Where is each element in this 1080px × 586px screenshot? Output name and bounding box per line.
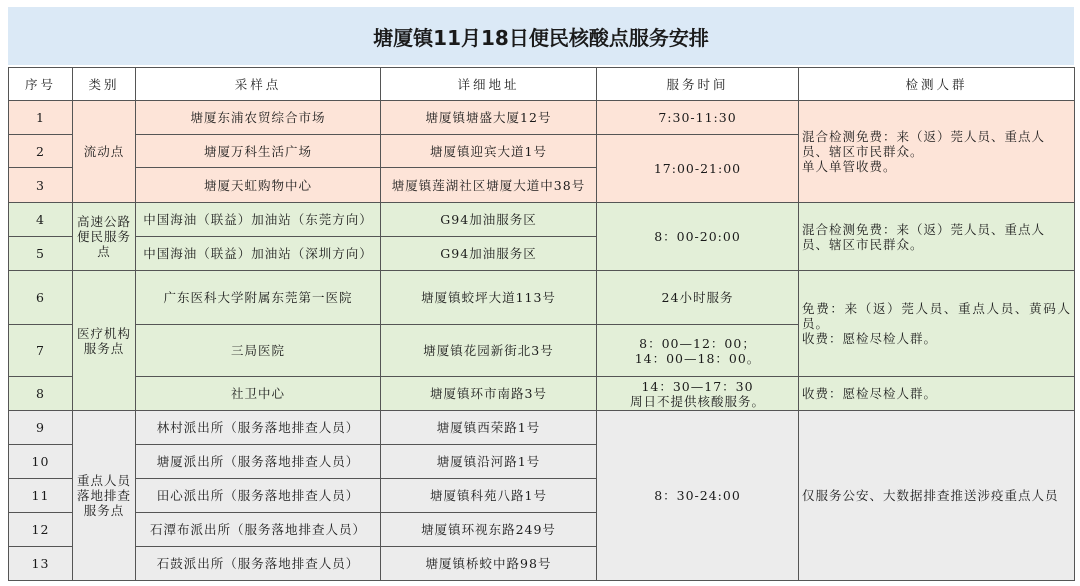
header-address: 详细地址	[381, 68, 597, 101]
header-no: 序号	[9, 68, 73, 101]
address-cell: 塘厦镇科苑八路1号	[381, 479, 597, 513]
crowd-cell: 收费：愿检尽检人群。	[799, 377, 1075, 411]
row-no: 7	[9, 325, 73, 377]
address-cell: 塘厦镇西荣路1号	[381, 411, 597, 445]
crowd-cell: 混合检测免费：来（返）莞人员、重点人员、辖区市民群众。	[799, 203, 1075, 271]
site-cell: 林村派出所（服务落地排查人员）	[136, 411, 381, 445]
time-cell: 8：30-24:00	[597, 411, 799, 581]
row-no: 8	[9, 377, 73, 411]
address-cell: 塘厦镇花园新街北3号	[381, 325, 597, 377]
header-crowd: 检测人群	[799, 68, 1075, 101]
site-cell: 中国海油（联益）加油站（深圳方向）	[136, 237, 381, 271]
address-cell: 塘厦镇塘盛大厦12号	[381, 101, 597, 135]
address-cell: 塘厦镇蛟坪大道113号	[381, 271, 597, 325]
site-cell: 石鼓派出所（服务落地排查人员）	[136, 547, 381, 581]
header-row	[9, 68, 1075, 101]
category-cell: 高速公路便民服务点	[73, 203, 136, 271]
site-cell: 社卫中心	[136, 377, 381, 411]
table-row	[9, 101, 1075, 135]
page-title: 塘厦镇11月18日便民核酸点服务安排	[8, 7, 1074, 65]
site-cell: 广东医科大学附属东莞第一医院	[136, 271, 381, 325]
address-cell: G94加油服务区	[381, 203, 597, 237]
row-no: 9	[9, 411, 73, 445]
row-no: 2	[9, 135, 73, 168]
crowd-cell: 免费：来（返）莞人员、重点人员、黄码人员。 收费：愿检尽检人群。	[799, 271, 1075, 377]
address-cell: 塘厦镇沿河路1号	[381, 445, 597, 479]
category-cell: 重点人员落地排查服务点	[73, 411, 136, 581]
time-cell: 8：00-20:00	[597, 203, 799, 271]
time-cell: 17:00-21:00	[597, 135, 799, 203]
crowd-cell: 混合检测免费：来（返）莞人员、重点人员、辖区市民群众。 单人单管收费。	[799, 101, 1075, 203]
row-no: 12	[9, 513, 73, 547]
address-cell: 塘厦镇迎宾大道1号	[381, 135, 597, 168]
crowd-cell: 仅服务公安、大数据排查推送涉疫重点人员	[799, 411, 1075, 581]
site-cell: 塘厦天虹购物中心	[136, 168, 381, 203]
table-row	[9, 271, 1075, 325]
header-category: 类别	[73, 68, 136, 101]
table-row	[9, 377, 1075, 411]
time-cell: 14：30—17：30 周日不提供核酸服务。	[597, 377, 799, 411]
site-cell: 田心派出所（服务落地排查人员）	[136, 479, 381, 513]
address-cell: 塘厦镇莲湖社区塘厦大道中38号	[381, 168, 597, 203]
site-cell: 石潭布派出所（服务落地排查人员）	[136, 513, 381, 547]
row-no: 1	[9, 101, 73, 135]
category-cell: 流动点	[73, 101, 136, 203]
row-no: 5	[9, 237, 73, 271]
table-row	[9, 411, 1075, 445]
address-cell: 塘厦镇桥蛟中路98号	[381, 547, 597, 581]
time-cell: 24小时服务	[597, 271, 799, 325]
time-cell: 7:30-11:30	[597, 101, 799, 135]
address-cell: G94加油服务区	[381, 237, 597, 271]
address-cell: 塘厦镇环市南路3号	[381, 377, 597, 411]
row-no: 11	[9, 479, 73, 513]
table-row	[9, 203, 1075, 237]
header-time: 服务时间	[597, 68, 799, 101]
row-no: 4	[9, 203, 73, 237]
time-cell: 8：00—12：00； 14：00—18：00。	[597, 325, 799, 377]
site-cell: 三局医院	[136, 325, 381, 377]
row-no: 3	[9, 168, 73, 203]
address-cell: 塘厦镇环视东路249号	[381, 513, 597, 547]
header-site: 采样点	[136, 68, 381, 101]
site-cell: 塘厦万科生活广场	[136, 135, 381, 168]
site-cell: 塘厦派出所（服务落地排查人员）	[136, 445, 381, 479]
site-cell: 中国海油（联益）加油站（东莞方向）	[136, 203, 381, 237]
row-no: 13	[9, 547, 73, 581]
row-no: 10	[9, 445, 73, 479]
row-no: 6	[9, 271, 73, 325]
schedule-table	[8, 67, 1075, 581]
category-cell: 医疗机构服务点	[73, 271, 136, 411]
site-cell: 塘厦东浦农贸综合市场	[136, 101, 381, 135]
